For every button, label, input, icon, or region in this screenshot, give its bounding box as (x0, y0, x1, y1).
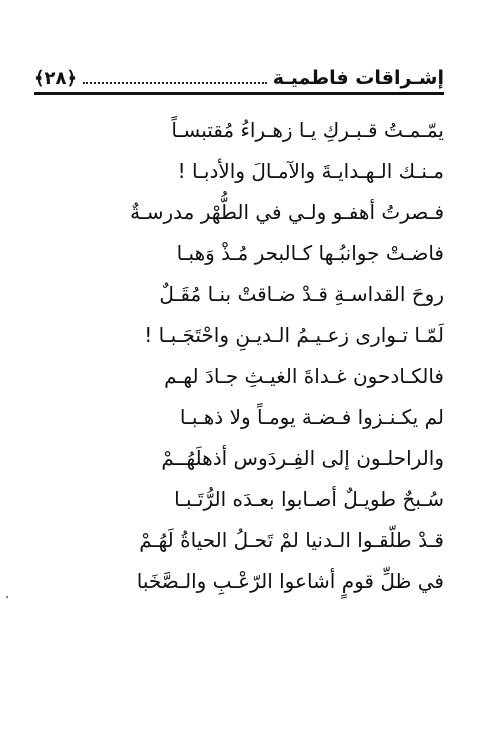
verse-line: مـنـك الـهـدايـةَ والآمـالَ والأدبـا ! (177, 159, 444, 183)
verse-line: قـدْ طلّقـوا الـدنيا لمْ تَحـلُ الحياةُ لَهُـمْ (139, 528, 444, 552)
verse-line: روحَ القداسـةِ قـدْ ضـاقتْ بنـا مُقَـلٌ (159, 282, 444, 306)
running-header (34, 58, 444, 88)
verse-line: في ظلِّ قومٍ أشاعوا الرّعْـبِ والـصَّخَبا (136, 569, 444, 593)
verse-line: فـصرتُ أهفـو ولـي في الطُّهْر مدرسـةٌ (130, 200, 444, 224)
verse-line: سُـبحٌ طويـلٌ أصـابوا بعـدَه الرُّتَـبـا (174, 487, 444, 511)
verse-line: فاضـتْ جوانبُـها كـالبحر مُـذْ وَهبـا (176, 241, 444, 265)
page-number: ﴿٢٨﴾ (34, 68, 78, 89)
dotted-leader (83, 82, 267, 84)
verse-line: لَمّـا تـوارى زعـيـمُ الـديـنِ واحْتَجَـبـا ! (144, 323, 444, 347)
margin-mark (6, 596, 8, 598)
verse-line: فالكـادحون غـداةَ الغيـثِ جـادَ لهـم (164, 364, 444, 388)
verse-line: يمّـمـتُ قـبـركِ يـا زهـراءُ مُقتبسـاً (171, 118, 444, 142)
verse-line: لم يكـنـزوا فـضـة يومـاً ولا ذهـبـا (179, 405, 444, 429)
verse-line: والراحلـون إلى الفِـردَوس أذهلَهُــمْ (161, 446, 444, 470)
header-rule (34, 92, 444, 95)
book-title: إشـراقات فاطميـة (272, 67, 444, 89)
poem (70, 110, 444, 602)
